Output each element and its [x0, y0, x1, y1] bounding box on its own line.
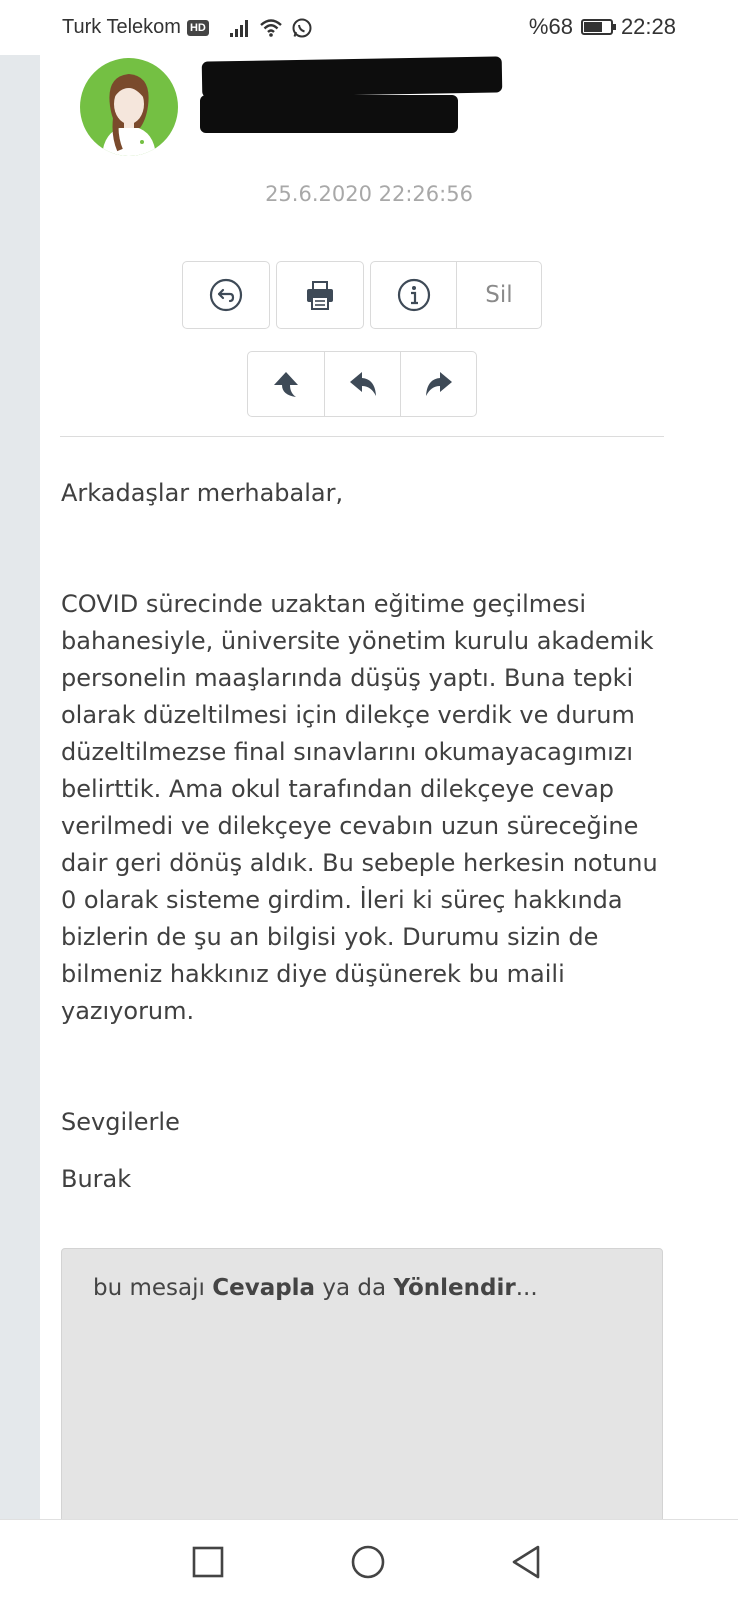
signal-icon: [229, 19, 251, 37]
triangle-back-icon: [510, 1544, 542, 1580]
reply-prefix: bu mesajı: [93, 1275, 213, 1301]
battery-percent: %68: [528, 14, 573, 39]
avatar-person-icon: [80, 58, 178, 156]
print-icon: [303, 278, 337, 312]
status-left: [62, 16, 313, 39]
back-button[interactable]: [183, 262, 269, 328]
reply-suffix: ...: [515, 1275, 538, 1301]
forward-button[interactable]: [400, 352, 476, 416]
sender-avatar[interactable]: [80, 58, 178, 156]
navigation-bar: [0, 1519, 738, 1600]
message-date: 25.6.2020 22:26:56: [265, 182, 473, 206]
battery-icon: [581, 19, 613, 35]
back-arrow-icon: [209, 278, 243, 312]
reply-prompt[interactable]: [93, 1275, 538, 1301]
whatsapp-icon: [291, 17, 313, 39]
toolbar-print: [276, 261, 364, 329]
toolbar-back: [182, 261, 270, 329]
sender-email-redacted: [200, 95, 458, 133]
message-body: [61, 475, 671, 1198]
hd-badge: HD: [187, 20, 209, 36]
greeting: Arkadaşlar merhabalar,: [61, 479, 344, 507]
reply-forward-box[interactable]: [61, 1248, 663, 1548]
delete-button[interactable]: Sil: [456, 262, 541, 328]
sender-name-redacted: [202, 56, 503, 97]
status-right: [529, 14, 676, 40]
toolbar-nav: [247, 351, 477, 417]
info-icon: [397, 278, 431, 312]
reply-middle: ya da: [315, 1275, 394, 1301]
circle-icon: [350, 1544, 386, 1580]
message-view: [40, 55, 698, 1520]
home-button[interactable]: [348, 1542, 388, 1582]
info-button[interactable]: [371, 262, 456, 328]
forward-icon: [424, 370, 454, 398]
up-button[interactable]: [248, 352, 324, 416]
forward-link[interactable]: Yönlendir: [393, 1275, 516, 1301]
reply-button[interactable]: [324, 352, 400, 416]
closing: Sevgilerle: [61, 1108, 180, 1136]
wifi-icon: [259, 18, 283, 38]
reply-icon: [348, 370, 378, 398]
clock: 22:28: [620, 14, 676, 39]
right-margin: [698, 55, 738, 1520]
body-paragraph: COVID sürecinde uzaktan eğitime geçilmesi bahanesiyle, üniversite yönetim kurulu akademik personelin maaşlarında düşüş yaptı. Buna tepki olarak düzeltilmesi için dilekçe verdik ve durum düzeltilmezse final sınavlarını okumayacagımızı belirttik. Ama okul tarafından dilekçeye cevap verilmedi ve dilekçeye cevabın uzun süreceğine dair geri dönüş aldık. Bu sebeple herkesin notunu 0 olarak sisteme girdim. İleri ki süreç hakkında bizlerin de şu an bilgisi yok. Durumu sizin de bilmeniz hakkınız diye düşünerek bu maili yazıyorum.: [61, 590, 658, 1025]
left-gutter: [0, 55, 40, 1520]
signature: Burak: [61, 1165, 132, 1193]
square-icon: [192, 1546, 224, 1578]
print-button[interactable]: [277, 262, 363, 328]
reply-link[interactable]: Cevapla: [212, 1275, 316, 1301]
carrier-name: Turk Telekom: [62, 16, 181, 38]
recents-button[interactable]: [188, 1542, 228, 1582]
header-divider: [60, 436, 664, 437]
status-bar: [0, 0, 738, 55]
up-arrow-icon: [272, 369, 300, 399]
back-nav-button[interactable]: [506, 1542, 546, 1582]
toolbar-info-delete: [370, 261, 542, 329]
